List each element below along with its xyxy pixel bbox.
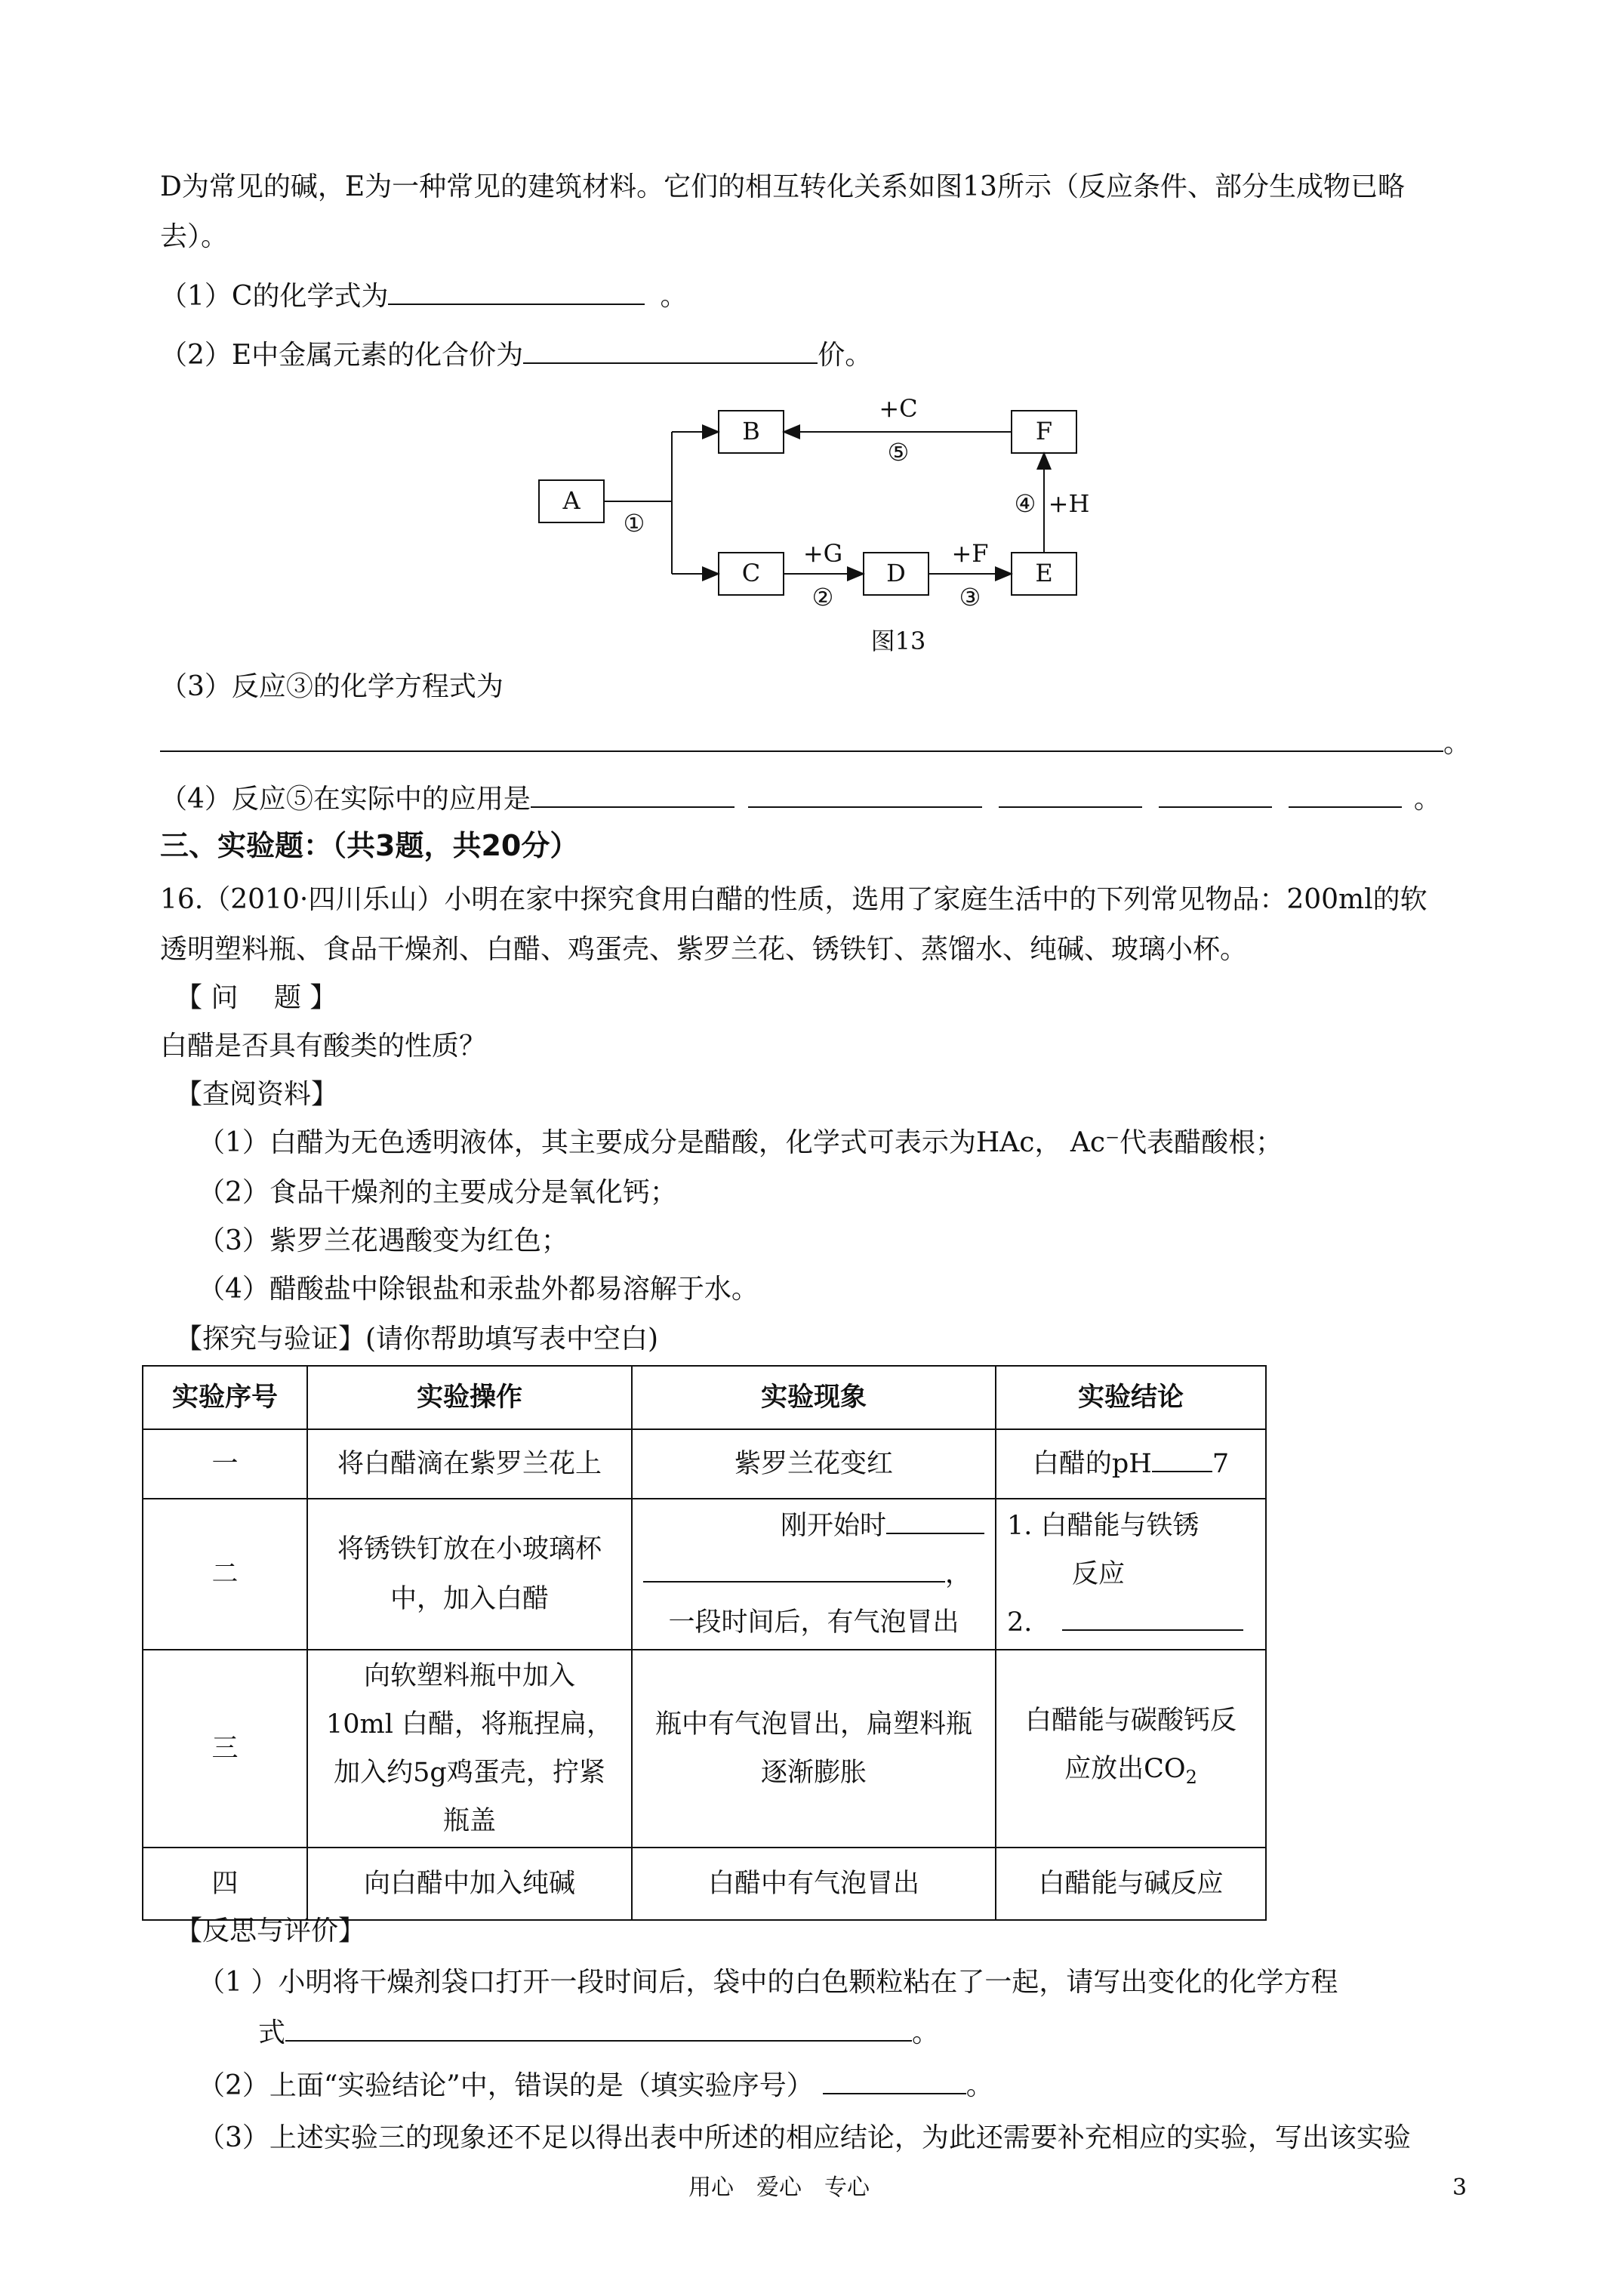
problem-text: 白醋是否具有酸类的性质？ <box>160 1031 487 1062</box>
header-no: 实验序号 <box>143 1366 307 1429</box>
header-operation: 实验操作 <box>307 1366 632 1429</box>
row2-operation <box>307 1499 632 1650</box>
row2-conclusion-item2: 2. <box>1007 1607 1033 1638</box>
reflection-item-3: （3）上述实验三的现象还不足以得出表中所述的相应结论，为此还需要补充相应的实验，写出该实验 <box>198 2122 1411 2153</box>
reflection-item-2-end: 。 <box>965 2070 993 2101</box>
problem-heading: 【 问 题 】 <box>175 982 337 1013</box>
table-row <box>143 1429 1266 1499</box>
q15-part1-end: 。 <box>660 281 688 312</box>
q15-part3-blank[interactable] <box>160 725 1443 752</box>
label-reaction-1: ① <box>623 509 645 538</box>
label-reaction-4: ④ <box>1014 489 1036 518</box>
header-conclusion: 实验结论 <box>996 1366 1266 1429</box>
row3-conclusion-line-1: 白醋能与碳酸钙反 <box>1024 1705 1236 1736</box>
node-a-label: A <box>562 486 581 515</box>
reference-item-4: （4）醋酸盐中除银盐和汞盐外都易溶解于水。 <box>198 1274 759 1305</box>
label-plus-c: +C <box>879 394 918 423</box>
section-title: 三、实验题：（共3题，共20分） <box>160 829 579 862</box>
row3-operation-line-1: 向软塑料瓶中加入 <box>363 1661 575 1691</box>
label-plus-f: +F <box>951 539 989 568</box>
reaction-diagram <box>528 393 1117 664</box>
row2-conclusion <box>996 1499 1266 1650</box>
node-e-label: E <box>1035 559 1053 587</box>
reflection-item-1-answer <box>258 2014 939 2051</box>
row1-conclusion-text: 白醋的pH <box>1032 1449 1152 1479</box>
label-reaction-2: ② <box>812 583 834 612</box>
row1-no: 一 <box>143 1429 307 1499</box>
q16-stem-1: 16.（2010·四川乐山）小明在家中探究食用白醋的性质，选用了家庭生活中的下列常见物品：200ml的软 <box>160 884 1427 915</box>
row2-phenomenon-line-3: 一段时间后，有气泡冒出 <box>668 1607 959 1638</box>
reflection-item-2 <box>198 2067 993 2104</box>
row4-operation: 向白醋中加入纯碱 <box>307 1848 632 1920</box>
table-row <box>143 1499 1266 1650</box>
intro-line-1: D为常见的碱，E为一种常见的建筑材料。它们的相互转化关系如图13所示（反应条件、部分生成物已略 <box>160 171 1405 202</box>
q15-part4 <box>160 781 1441 818</box>
q15-part1-blank[interactable] <box>388 278 645 305</box>
reference-item-1: （1）白醋为无色透明液体，其主要成分是醋酸，化学式可表示为HAc， Ac⁻代表醋酸根； <box>198 1127 1283 1158</box>
intro-line-2: 去）。 <box>160 221 229 252</box>
q15-part4-blank-5[interactable] <box>1289 781 1402 808</box>
reflection-heading: 【反思与评价】 <box>175 1915 366 1946</box>
label-reaction-3: ③ <box>959 583 981 612</box>
row1-conclusion <box>996 1429 1266 1499</box>
row2-phenomenon-comma: ， <box>945 1559 972 1589</box>
row3-operation <box>307 1650 632 1848</box>
row2-phenomenon-start-text: 刚开始时 <box>780 1511 886 1541</box>
table-row <box>143 1848 1266 1920</box>
q15-part4-text: （4）反应⑤在实际中的应用是 <box>160 784 531 815</box>
footer-motto: 用心 爱心 专心 <box>688 2174 870 2201</box>
label-plus-h: +H <box>1048 489 1090 518</box>
row3-phenomenon <box>632 1650 996 1848</box>
row2-conclusion-blank[interactable] <box>1062 1607 1243 1631</box>
row3-no: 三 <box>143 1650 307 1848</box>
page-number: 3 <box>1452 2174 1467 2201</box>
row3-conclusion <box>996 1650 1266 1848</box>
reference-item-2: （2）食品干燥剂的主要成分是氧化钙； <box>198 1177 677 1208</box>
q15-part4-blank-3[interactable] <box>999 781 1142 808</box>
row2-phenomenon-line-2 <box>643 1550 984 1598</box>
q15-part2-end: 价。 <box>818 340 873 371</box>
reflection-item-1: （1 ）小明将干燥剂袋口打开一段时间后，袋中的白色颗粒粘在了一起，请写出变化的化学方程 <box>198 1967 1338 1998</box>
row2-conclusion-line-1: 1. 白醋能与铁锈 <box>1007 1511 1200 1541</box>
node-f-label: F <box>1035 417 1053 445</box>
figure-caption: 图13 <box>870 627 926 655</box>
q15-part2-text: （2）E中金属元素的化合价为 <box>160 340 524 371</box>
node-b-label: B <box>742 417 760 445</box>
header-phenomenon: 实验现象 <box>632 1366 996 1429</box>
row2-start-blank[interactable] <box>886 1510 984 1534</box>
reflection-1-blank[interactable] <box>285 2014 912 2042</box>
q15-part4-blank-2[interactable] <box>748 781 982 808</box>
row3-conclusion-co: 应放出CO <box>1064 1753 1186 1784</box>
reflection-item-2-text: （2）上面“实验结论”中，错误的是（填实验序号） <box>198 2070 814 2101</box>
row1-phenomenon: 紫罗兰花变红 <box>632 1429 996 1499</box>
table-row <box>143 1650 1266 1848</box>
label-plus-g: +G <box>802 539 843 568</box>
q15-part3-end: 。 <box>1443 728 1471 759</box>
row2-conclusion-line-2: 反应 <box>1072 1559 1126 1589</box>
row1-ph-blank[interactable] <box>1152 1448 1212 1472</box>
node-c-label: C <box>741 559 761 587</box>
q15-part3: （3）反应③的化学方程式为 <box>160 671 504 702</box>
row4-no: 四 <box>143 1848 307 1920</box>
q15-part4-blank-4[interactable] <box>1159 781 1272 808</box>
row3-conclusion-line-2 <box>1007 1745 1255 1801</box>
q15-part1-text: （1）C的化学式为 <box>160 281 389 312</box>
explore-heading: 【探究与验证】(请你帮助填写表中空白) <box>175 1324 659 1354</box>
row3-operation-line-2: 10ml 白醋，将瓶捏扁， <box>325 1709 614 1740</box>
row2-conclusion-line-3 <box>1007 1598 1255 1647</box>
row2-phenomenon <box>632 1499 996 1650</box>
reflection-item-1-end: 。 <box>912 2017 940 2048</box>
row2-phenomenon-line-1 <box>643 1502 984 1550</box>
q15-part4-end: 。 <box>1413 784 1441 815</box>
row4-phenomenon: 白醋中有气泡冒出 <box>632 1848 996 1920</box>
reference-heading: 【查阅资料】 <box>175 1079 339 1110</box>
row3-operation-line-3: 加入约5g鸡蛋壳，拧紧 <box>334 1758 605 1788</box>
row3-phenomenon-line-2: 逐渐膨胀 <box>760 1758 867 1788</box>
row2-operation-line-2: 中，加入白醋 <box>390 1584 549 1614</box>
row3-conclusion-sub: 2 <box>1185 1766 1197 1788</box>
row3-phenomenon-line-1: 瓶中有气泡冒出，扁塑料瓶 <box>654 1709 972 1740</box>
q15-part2 <box>160 337 872 374</box>
row3-operation-line-4: 瓶盖 <box>442 1806 496 1836</box>
reflection-item-1-label: 式 <box>258 2017 286 2048</box>
experiment-table <box>142 1365 1267 1921</box>
row1-operation: 将白醋滴在紫罗兰花上 <box>307 1429 632 1499</box>
q15-part1 <box>160 278 687 315</box>
q15-part3-answer-line <box>160 725 1471 762</box>
table-header-row <box>143 1366 1266 1429</box>
node-d-label: D <box>886 559 906 587</box>
q15-part4-blank-1[interactable] <box>531 781 735 808</box>
label-reaction-5: ⑤ <box>887 438 910 467</box>
q15-part2-blank[interactable] <box>523 337 818 364</box>
row4-conclusion: 白醋能与碱反应 <box>996 1848 1266 1920</box>
reflection-2-blank[interactable] <box>823 2067 966 2094</box>
row2-phenomenon-blank[interactable] <box>643 1558 945 1583</box>
row1-conclusion-value: 7 <box>1212 1449 1230 1479</box>
q16-stem-2: 透明塑料瓶、食品干燥剂、白醋、鸡蛋壳、紫罗兰花、锈铁钉、蒸馏水、纯碱、玻璃小杯。 <box>160 934 1248 965</box>
row2-operation-line-1: 将锈铁钉放在小玻璃杯 <box>337 1534 602 1564</box>
row2-no: 二 <box>143 1499 307 1650</box>
reference-item-3: （3）紫罗兰花遇酸变为红色； <box>198 1225 568 1256</box>
